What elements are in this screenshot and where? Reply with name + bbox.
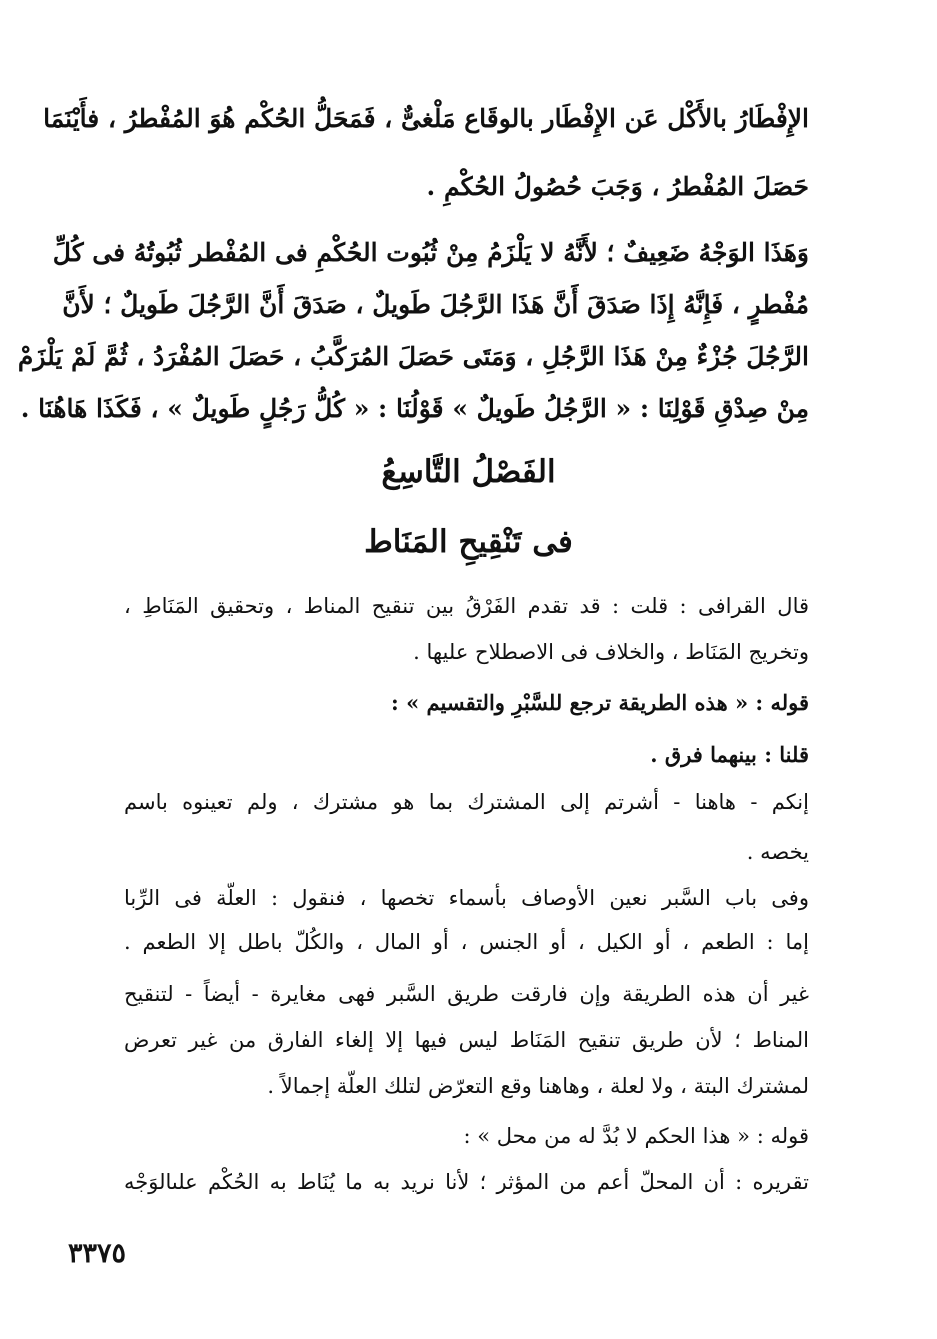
text-line: قلنا : بينهما فرق . xyxy=(650,742,809,767)
text-line: قوله : « هذا الحكم لا بُدَّ له من محل » : xyxy=(463,1124,809,1148)
text-line: إما : الطعم ، أو الكيل ، أو الجنس ، أو المال ، والكُلّ باطل إلا الطعم . xyxy=(124,930,809,954)
text-line: قوله : « هذه الطريقة ترجع للسَّبْرِ والتقسيم » : xyxy=(391,690,809,715)
text-line: قال القرافى : قلت : قد تقدم الفَرْقُ بين تنقيح المناط ، وتحقيق المَنَاطِ ، xyxy=(124,594,809,618)
text-line: وفى باب السَّبر نعين الأوصاف بأسماء تخصها ، فنقول : العلّة فى الرِّبا xyxy=(124,886,809,910)
text-line: المناط ؛ لأن طريق تنقيح المَنَاط ليس فيها إلا إلغاء الفارق من غير تعرض xyxy=(124,1028,809,1052)
text-line: وَهَذَا الوَجْهُ ضَعِيفٌ ؛ لأَنَّهُ لا يَلْزَمُ مِنْ ثُبُوت الحُكْمِ فى المُفْطر ثُبُوتُهُ فى كُلِّ xyxy=(52,238,809,267)
text-line: إنكم - هاهنا - أشرتم إلى المشترك بما هو مشترك ، ولم تعينوه باسم xyxy=(124,790,809,814)
text-line: غير أن هذه الطريقة وإن فارقت طريق السَّبر فهى مغايرة - أيضاً - لتنقيح xyxy=(124,982,809,1006)
text-line: الإِفْطَارُ بالأَكْل عَن الإِفْطَار بالوقَاع مَلْغىٌّ ، فَمَحَلُّ الحُكْم هُوَ المُفْطرُ ، فأَيْنَمَا xyxy=(43,104,809,133)
text-line: وتخريج المَنَاط ، والخلاف فى الاصطلاح عليها . xyxy=(413,640,809,664)
text-line: الرَّجُلَ جُزْءٌ مِنْ هَذَا الرَّجُلِ ، وَمَتَى حَصَلَ المُرَكَّبُ ، حَصَلَ المُفْرَدُ ، ثُمَّ لَمْ يَلْزَمْ xyxy=(17,342,809,371)
text-line: تقريره : أن المحلّ أعم من المؤثر ؛ لأنا نريد به ما يُنَاط به الحُكْم علىالوَجْه xyxy=(124,1170,809,1194)
text-line: يخصه . xyxy=(746,840,809,864)
text-line: لمشترك البتة ، ولا لعلة ، وهاهنا وقع التعرّض لتلك العلّة إجمالاً . xyxy=(267,1074,809,1098)
text-line: مِنْ صِدْقِ قَوْلِنَا : « الرَّجُلُ طَويلٌ » قَوْلُنَا : « كُلُّ رَجُلٍ طَويلٌ » ، فَكَذَا هَاهُنَا . xyxy=(20,394,809,423)
chapter-subtitle: فى تَنْقِيحِ المَنَاط xyxy=(364,524,573,560)
page-number: ٣٣٧٥ xyxy=(68,1238,127,1269)
chapter-title: الفَصْلُ التَّاسِعُ xyxy=(381,454,556,490)
text-line: مُفْطرٍ ، فَإِنَّهُ إِذَا صَدَقَ أَنَّ هَذَا الرَّجُلَ طَويلٌ ، صَدَقَ أَنَّ الرَّجُلَ طَويلٌ ؛ لأَنَّ xyxy=(62,290,809,319)
text-line: حَصَلَ المُفْطرُ ، وَجَبَ حُصُولُ الحُكْمِ . xyxy=(426,172,809,201)
